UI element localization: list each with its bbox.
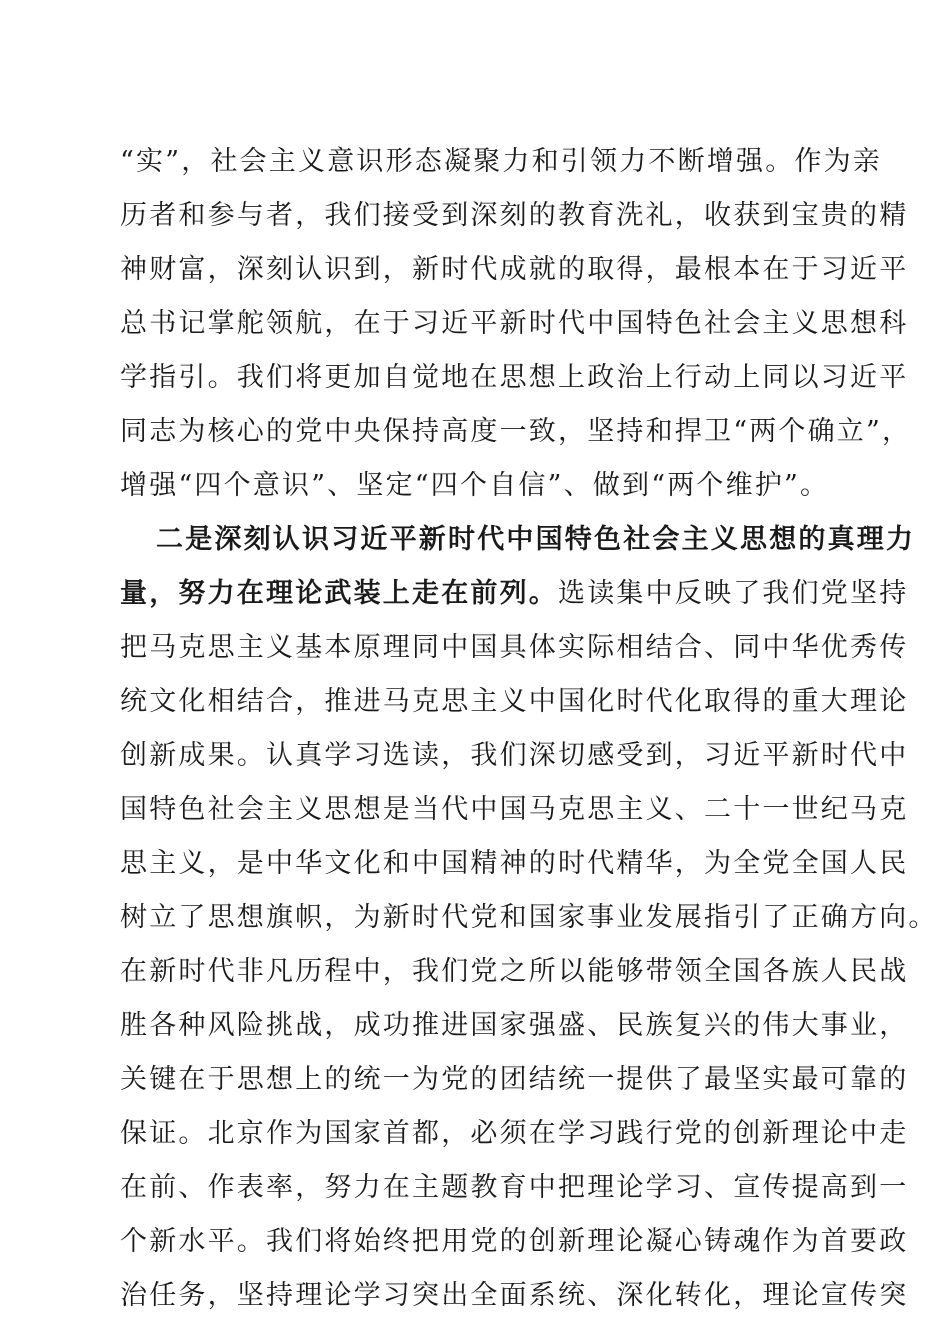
text-line: 国特色社会主义思想是当代中国马克思主义、二十一世纪马克 — [120, 794, 909, 825]
text-line: 关键在于思想上的统一为党的团结统一提供了最坚实最可靠的 — [120, 1064, 909, 1095]
text-line: 保证。北京作为国家首都，必须在学习践行党的创新理论中走 — [120, 1118, 909, 1149]
document-body — [120, 135, 938, 1323]
text-line: 在前、作表率，努力在主题教育中把理论学习、宣传提高到一 — [120, 1172, 909, 1203]
paragraph-1 — [120, 135, 912, 513]
text-line: 个新水平。我们将始终把用党的创新理论凝心铸魂作为首要政 — [120, 1226, 909, 1257]
text-line: 把马克思主义基本原理同中国具体实际相结合、同中华优秀传 — [120, 632, 909, 663]
text-line: 同志为核心的党中央保持高度一致，坚持和捍卫“两个确立”， — [120, 416, 912, 447]
paragraph-heading-bold: 量，努力在理论武装上走在前列。 — [120, 578, 558, 609]
text-line: “实”，社会主义意识形态凝聚力和引领力不断增强。作为亲 — [120, 146, 883, 177]
text-line: 创新成果。认真学习选读，我们深切感受到，习近平新时代中 — [120, 740, 909, 771]
text-line: 增强“四个意识”、坚定“四个自信”、做到“两个维护”。 — [120, 470, 830, 501]
text-line: 在新时代非凡历程中，我们党之所以能够带领全国各族人民战 — [120, 956, 909, 987]
text-line: 学指引。我们将更加自觉地在思想上政治上行动上同以习近平 — [120, 362, 909, 393]
text-line: 胜各种风险挑战，成功推进国家强盛、民族复兴的伟大事业， — [120, 1010, 909, 1041]
text-line: 治任务，坚持理论学习突出全面系统、深化转化，理论宣传突 — [120, 1280, 909, 1311]
paragraph-heading-line-continued — [120, 567, 909, 621]
paragraph-2 — [120, 513, 938, 1323]
text-line: 思主义，是中华文化和中国精神的时代精华，为全党全国人民 — [120, 848, 909, 879]
text-line: 总书记掌舵领航，在于习近平新时代中国特色社会主义思想科 — [120, 308, 909, 339]
paragraph-text: 选读集中反映了我们党坚持 — [558, 578, 909, 609]
text-line: 统文化相结合，推进马克思主义中国化时代化取得的重大理论 — [120, 686, 909, 717]
text-line: 神财富，深刻认识到，新时代成就的取得，最根本在于习近平 — [120, 254, 909, 285]
text-line: 树立了思想旗帜，为新时代党和国家事业发展指引了正确方向。 — [120, 902, 938, 933]
paragraph-heading-line: 二是深刻认识习近平新时代中国特色社会主义思想的真理力 — [156, 524, 916, 555]
text-line: 历者和参与者，我们接受到深刻的教育洗礼，收获到宝贵的精 — [120, 200, 909, 231]
